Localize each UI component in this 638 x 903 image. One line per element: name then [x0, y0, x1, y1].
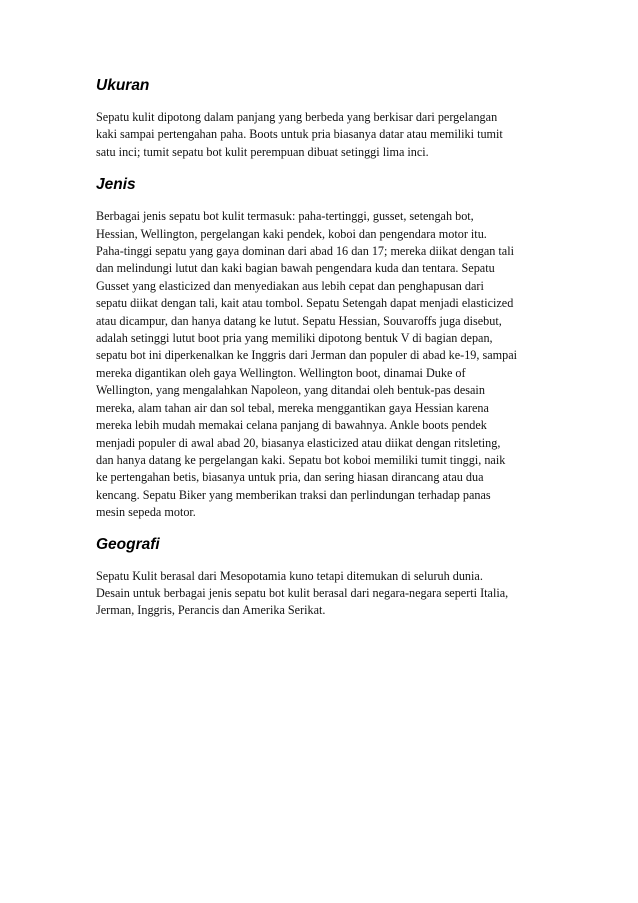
section-paragraph-ukuran: Sepatu kulit dipotong dalam panjang yang berbeda yang berkisar dari pergelangan kaki sampai pertengahan paha. Boots untuk pria biasanya datar atau memiliki tumit satu inci; tumit sepatu bot kulit perempuan dibuat setinggi lima inci.	[96, 110, 503, 159]
section-heading-jenis: Jenis	[96, 176, 136, 194]
document-page	[96, 72, 546, 620]
section-paragraph-jenis: Berbagai jenis sepatu bot kulit termasuk: paha-tertinggi, gusset, setengah bot, Hessian, Wellington, pergelangan kaki pendek, koboi dan pengendara motor itu. Paha-tinggi sepatu yang gaya dominan dari abad 16 dan 17; mereka diikat dengan tali dan melindungi lutut dan kaki bagian bawah pengendara kuda dan tentara. Sepatu Gusset yang elasticized dan menyediakan aus lebih cepat dan penghapusan dari sepatu diikat dengan tali, kait atau tombol. Sepatu Setengah dapat menjadi elasticized atau dicampur, dan hanya datang ke lutut. Sepatu Hessian, Souvaroffs juga disebut, adalah setinggi lutut boot pria yang memiliki dipotong bentuk V di bagian depan, sepatu bot ini diperkenalkan ke Inggris dari Jerman dan populer di abad ke-19, sampai mereka digantikan oleh gaya Wellington. Wellington boot, dinamai Duke of Wellington, yang mengalahkan Napoleon, yang ditandai oleh bentuk-pas desain mereka, alam tahan air dan sol tebal, mereka menggantikan gaya Hessian karena mereka lebih mudah memakai celana panjang di bawahnya. Ankle boots pendek menjadi populer di awal abad 20, biasanya elasticized atau diikat dengan ritsleting, dan hanya datang ke pergelangan kaki. Sepatu bot koboi memiliki tumit tinggi, naik ke pertengahan betis, biasanya untuk pria, dan sering hiasan dirancang atau dua kencang. Sepatu Biker yang memberikan traksi dan perlindungan terhadap panas mesin sepeda motor.	[96, 209, 518, 520]
section-paragraph-geografi: Sepatu Kulit berasal dari Mesopotamia kuno tetapi ditemukan di seluruh dunia. Desain untuk berbagai jenis sepatu bot kulit berasal dari negara-negara seperti Italia, Jerman, Inggris, Perancis dan Amerika Serikat.	[96, 568, 509, 618]
section-heading-ukuran: Ukuran	[96, 77, 150, 94]
section-heading-geografi: Geografi	[96, 535, 160, 553]
